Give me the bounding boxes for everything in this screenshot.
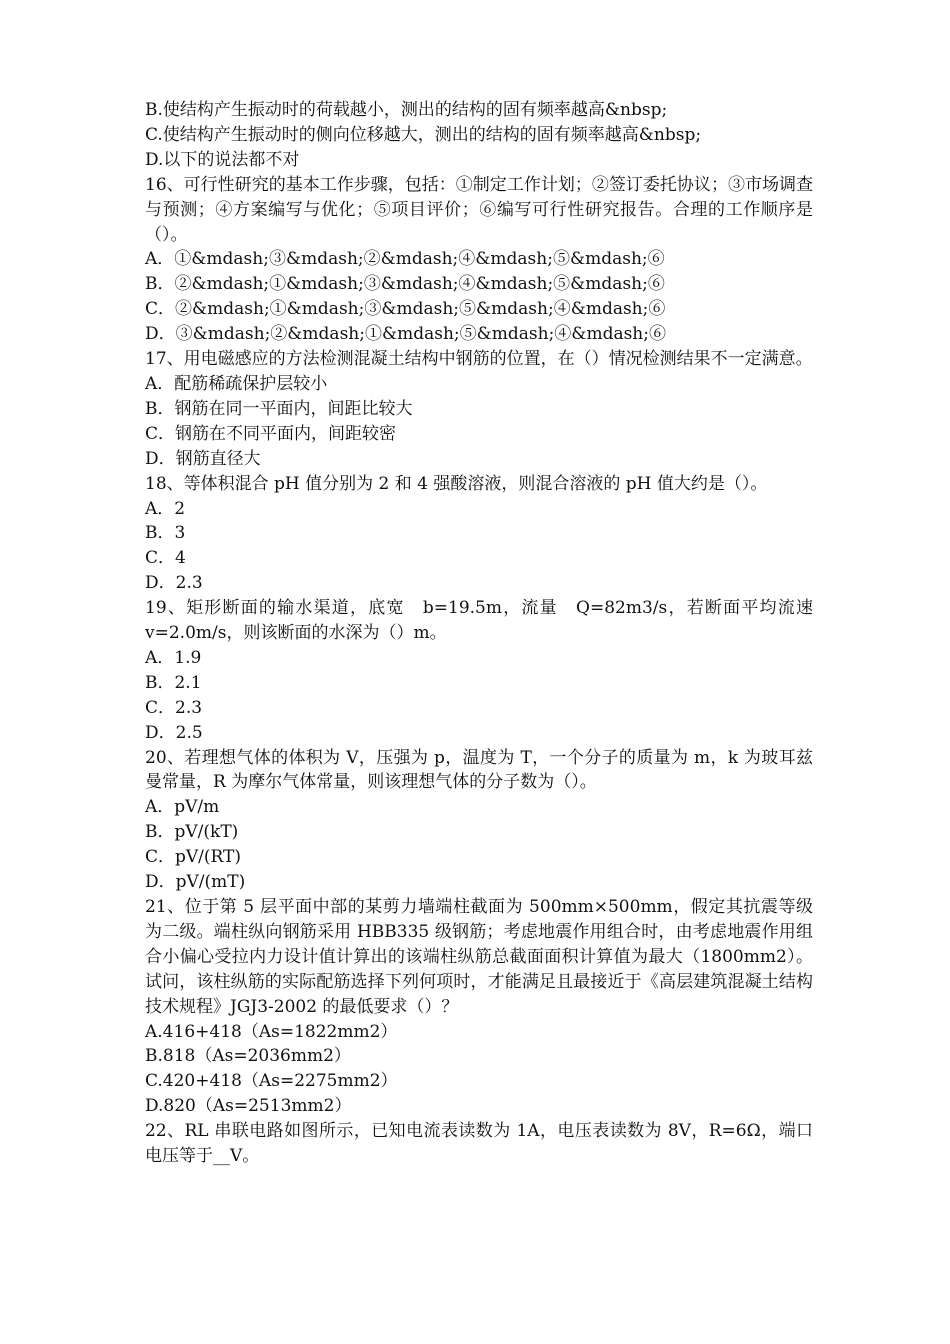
- text-line: D．③&mdash;②&mdash;①&mdash;⑤&mdash;④&mdash;⑥: [145, 324, 666, 345]
- text-line: A．2: [145, 498, 186, 519]
- text-line: C．4: [145, 548, 186, 569]
- text-line: C．钢筋在不同平面内，间距较密: [145, 423, 397, 444]
- text-line: B．钢筋在同一平面内，间距比较大: [145, 398, 413, 419]
- question-paragraph: 17、用电磁感应的方法检测混凝土结构中钢筋的位置，在（）情况检测结果不一定满意。: [145, 349, 813, 370]
- question-paragraph: 20、若理想气体的体积为 V，压强为 p，温度为 T，一个分子的质量为 m，k 为玻耳兹曼常量，R 为摩尔气体常量，则该理想气体的分子数为（）。: [145, 747, 813, 793]
- text-line: D．2.5: [145, 722, 203, 743]
- text-line: C.使结构产生振动时的侧向位移越大，测出的结构的固有频率越高&nbsp;: [145, 124, 702, 145]
- text-line: B.使结构产生振动时的荷载越小，测出的结构的固有频率越高&nbsp;: [145, 100, 668, 120]
- text-line: D．2.3: [145, 573, 203, 594]
- text-line: D.以下的说法都不对: [145, 149, 300, 170]
- text-line: B．pV/(kT): [145, 822, 239, 843]
- text-line: B.818（As=2036mm2）: [145, 1046, 351, 1067]
- text-line: 18、等体积混合 pH 值分别为 2 和 4 强酸溶液，则混合溶液的 pH 值大约是（）。: [145, 473, 768, 494]
- text-line: A.416+418（As=1822mm2）: [145, 1021, 398, 1042]
- question-paragraph: 22、RL 串联电路如图所示，已知电流表读数为 1A，电压表读数为 8V，R=6Ω，端口电压等于__V。: [145, 1121, 813, 1167]
- text-line: D．pV/(mT): [145, 872, 246, 893]
- text-line: A．配筋稀疏保护层较小: [145, 373, 328, 394]
- text-line: A．pV/m: [145, 797, 220, 818]
- text-line: C．②&mdash;①&mdash;③&mdash;⑤&mdash;④&mdash;⑥: [145, 299, 666, 320]
- text-line: B．3: [145, 523, 186, 544]
- text-line: D．钢筋直径大: [145, 448, 261, 469]
- text-line: A．1.9: [145, 647, 202, 668]
- document-body: [145, 98, 813, 1169]
- text-line: C.420+418（As=2275mm2）: [145, 1071, 398, 1092]
- text-line: B．②&mdash;①&mdash;③&mdash;④&mdash;⑤&mdash;⑥: [145, 274, 665, 295]
- question-paragraph: 21、位于第 5 层平面中部的某剪力墙端柱截面为 500mm×500mm，假定其抗震等级为二级。端柱纵向钢筋采用 HBB335 级钢筋；考虑地震作用组合时，由考虑地震作用组合小偏心受拉内力设计值计算出的该端柱纵筋总截面面积计算值为最大（1800mm2）。试问，该柱纵筋的实际配筋选择下列何项时，才能满足且最接近于《高层建筑混凝土结构技术规程》JGJ3-2002 的最低要求（）？: [145, 897, 813, 1017]
- text-line: D.820（As=2513mm2）: [145, 1096, 352, 1117]
- question-paragraph: 16、可行性研究的基本工作步骤，包括：①制定工作计划；②签订委托协议；③市场调查与预测；④方案编写与优化；⑤项目评价；⑥编写可行性研究报告。合理的工作顺序是（）。: [145, 174, 813, 245]
- question-paragraph: 19、矩形断面的输水渠道，底宽 b=19.5m，流量 Q=82m3/s，若断面平均流速 v=2.0m/s，则该断面的水深为（）m。: [145, 598, 813, 644]
- text-line: C．pV/(RT): [145, 847, 241, 868]
- text-line: A．①&mdash;③&mdash;②&mdash;④&mdash;⑤&mdash;⑥: [145, 249, 665, 270]
- text-line: C．2.3: [145, 697, 203, 718]
- text-line: B．2.1: [145, 672, 202, 693]
